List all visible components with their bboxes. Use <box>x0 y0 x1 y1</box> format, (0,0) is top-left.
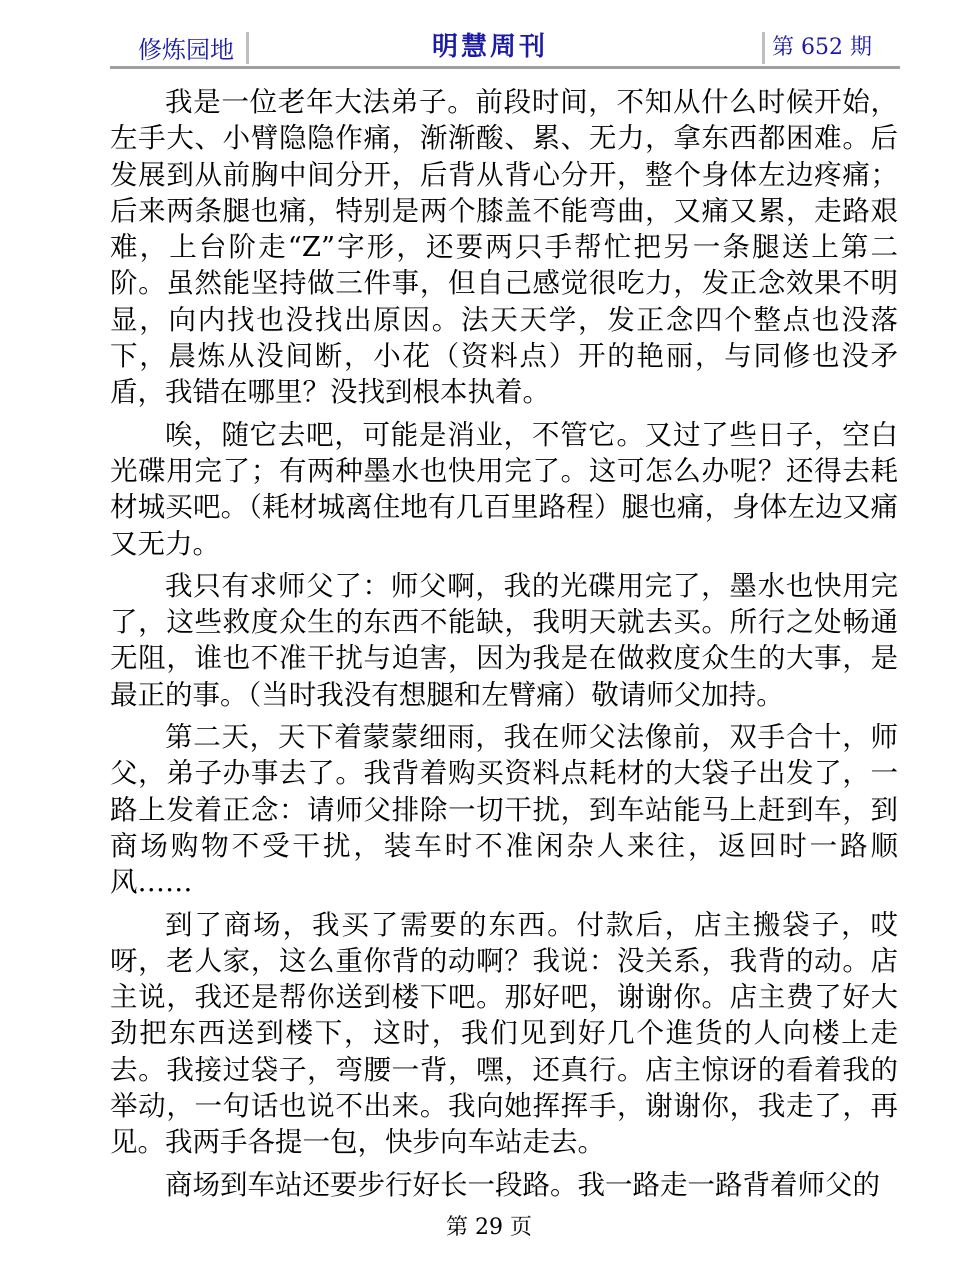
issue-number: 第 652 期 <box>772 35 872 60</box>
paragraph: 商场到车站还要步行好长一段路。我一路走一路背着师父的 <box>165 1168 880 1201</box>
paragraph: 我只有求师父了：师父啊，我的光碟用完了，墨水也快用完了，这些救度众生的东西不能缺，我明天就去买。所行之处畅通无阻，谁也不准干扰与迫害，因为我是在做救度众生的大事，是最正的事。（当时我没有想腿和左臂痛）敬请师父加持。 <box>110 569 898 711</box>
paragraph: 我是一位老年大法弟子。前段时间，不知从什么时候开始，左手大、小臂隐隐作痛，渐渐酸、累、无力，拿东西都困难。后发展到从前胸中间分开，后背从背心分开，整个身体左边疼痛；后来两条腿也痛，特别是两个膝盖不能弯曲，又痛又累，走路艰难，上台阶走“Z”字形，还要两只手帮忙把另一条腿送上第二阶。虽然能坚持做三件事，但自己感觉很吃力，发正念效果不明显，向内找也没找出原因。法天天学，发正念四个整点也没落下，晨炼从没间断，小花（资料点）开的艳丽，与同修也没矛盾，我错在哪里？没找到根本执着。 <box>110 86 898 409</box>
article-body <box>110 84 898 1209</box>
paragraph: 到了商场，我买了需要的东西。付款后，店主搬袋子，哎呀，老人家，这么重你背的动啊？我说：没关系，我背的动。店主说，我还是帮你送到楼下吧。那好吧，谢谢你。店主费了好大劲把东西送到楼下，这时，我们见到好几个進货的人向楼上走去。我接过袋子，弯腰一背，嘿，还真行。店主惊讶的看着我的举动，一句话也说不出来。我向她挥挥手，谢谢你，我走了，再见。我两手各提一包，快步向车站走去。 <box>110 908 898 1159</box>
header-rule <box>110 66 900 69</box>
header-divider-left <box>246 32 249 64</box>
publication-title: 明慧周刊 <box>432 32 549 62</box>
paragraph: 唉，随它去吧，可能是消业，不管它。又过了些日子，空白光碟用完了；有两种墨水也快用完了。这可怎么办呢？还得去耗材城买吧。（耗材城离住地有几百里路程）腿也痛，身体左边又痛又无力。 <box>110 418 898 560</box>
section-name: 修炼园地 <box>138 36 234 64</box>
page-header <box>110 26 900 68</box>
header-divider-right <box>762 32 765 64</box>
paragraph: 第二天，天下着蒙蒙细雨，我在师父法像前，双手合十，师父，弟子办事去了。我背着购买资料点耗材的大袋子出发了，一路上发着正念：请师父排除一切干扰，到车站能马上赶到车，到商场购物不受干扰，装车时不准闲杂人来往，返回时一路顺风…… <box>110 721 898 899</box>
page-number: 第 29 页 <box>446 1215 532 1240</box>
